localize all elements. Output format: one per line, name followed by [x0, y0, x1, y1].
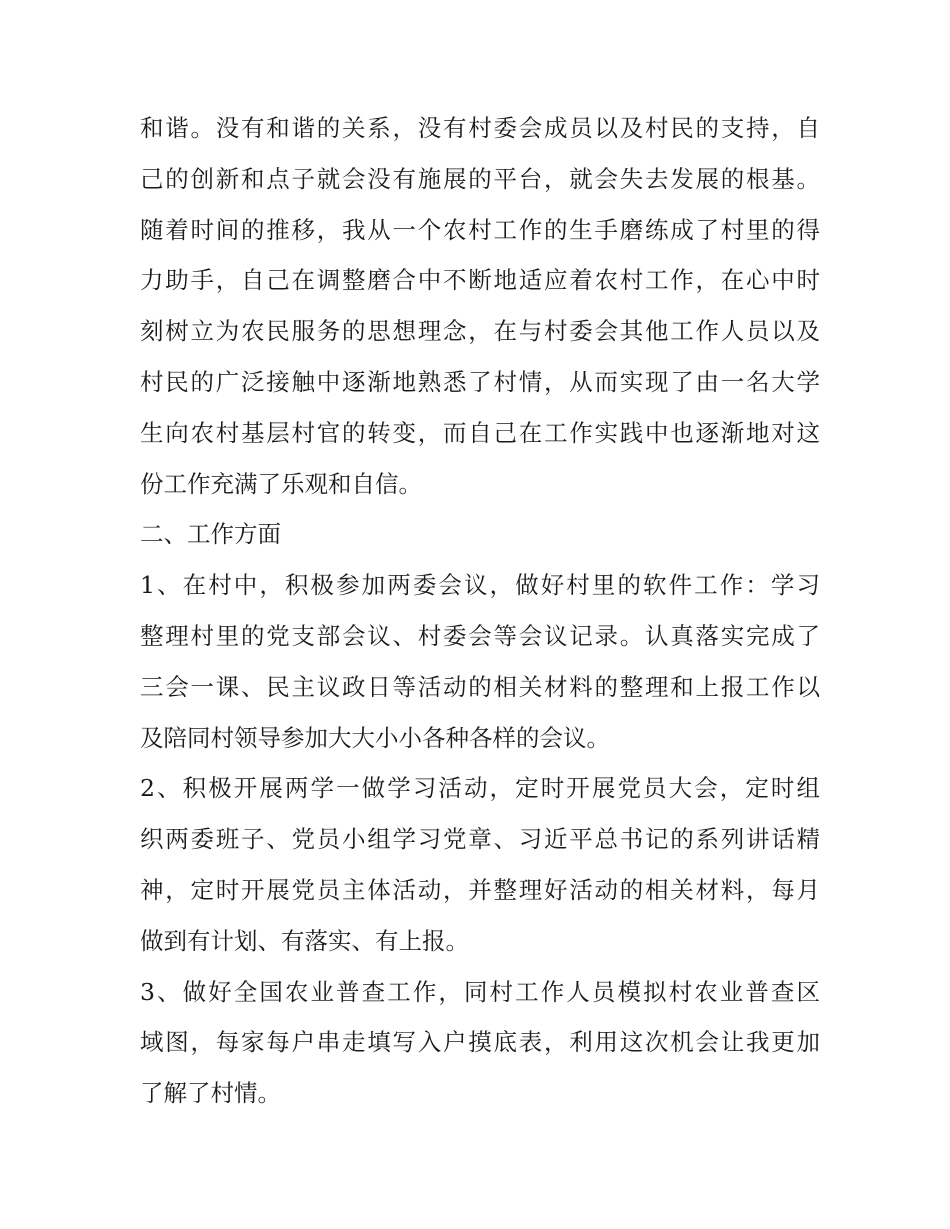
- text-line: 刻树立为农民服务的思想理念，在与村委会其他工作人员以及: [140, 317, 820, 346]
- text-line: 1、在村中，积极参加两委会议，做好村里的软件工作：学习: [140, 571, 820, 600]
- document-body: [140, 103, 820, 1119]
- text-line: 三会一课、民主议政日等活动的相关材料的整理和上报工作以: [140, 672, 820, 701]
- text-line: 二、工作方面: [140, 520, 281, 549]
- text-line: 2、积极开展两学一做学习活动，定时开展党员大会，定时组: [140, 774, 820, 803]
- text-line: 生向农村基层村官的转变，而自己在工作实践中也逐渐地对这: [140, 418, 820, 447]
- text-line: 织两委班子、党员小组学习党章、习近平总书记的系列讲话精: [140, 825, 820, 854]
- text-line: 3、做好全国农业普查工作，同村工作人员模拟村农业普查区: [140, 977, 820, 1006]
- text-line: 神，定时开展党员主体活动，并整理好活动的相关材料，每月: [140, 875, 820, 904]
- text-line: 己的创新和点子就会没有施展的平台，就会失去发展的根基。: [140, 164, 820, 193]
- text-line: 村民的广泛接触中逐渐地熟悉了村情，从而实现了由一名大学: [140, 367, 820, 396]
- text-line: 和谐。没有和谐的关系，没有村委会成员以及村民的支持，自: [140, 114, 820, 142]
- text-line: 了解了村情。: [140, 1079, 281, 1108]
- text-line: 做到有计划、有落实、有上报。: [140, 926, 469, 955]
- text-line: 随着时间的推移，我从一个农村工作的生手磨练成了村里的得: [140, 215, 820, 244]
- text-line: 整理村里的党支部会议、村委会等会议记录。认真落实完成了: [140, 621, 820, 650]
- text-line: 及陪同村领导参加大大小小各种各样的会议。: [140, 723, 610, 752]
- text-line: 力助手，自己在调整磨合中不断地适应着农村工作，在心中时: [140, 266, 820, 295]
- text-line: 域图，每家每户串走填写入户摸底表，利用这次机会让我更加: [140, 1028, 820, 1057]
- text-line: 份工作充满了乐观和自信。: [140, 469, 422, 498]
